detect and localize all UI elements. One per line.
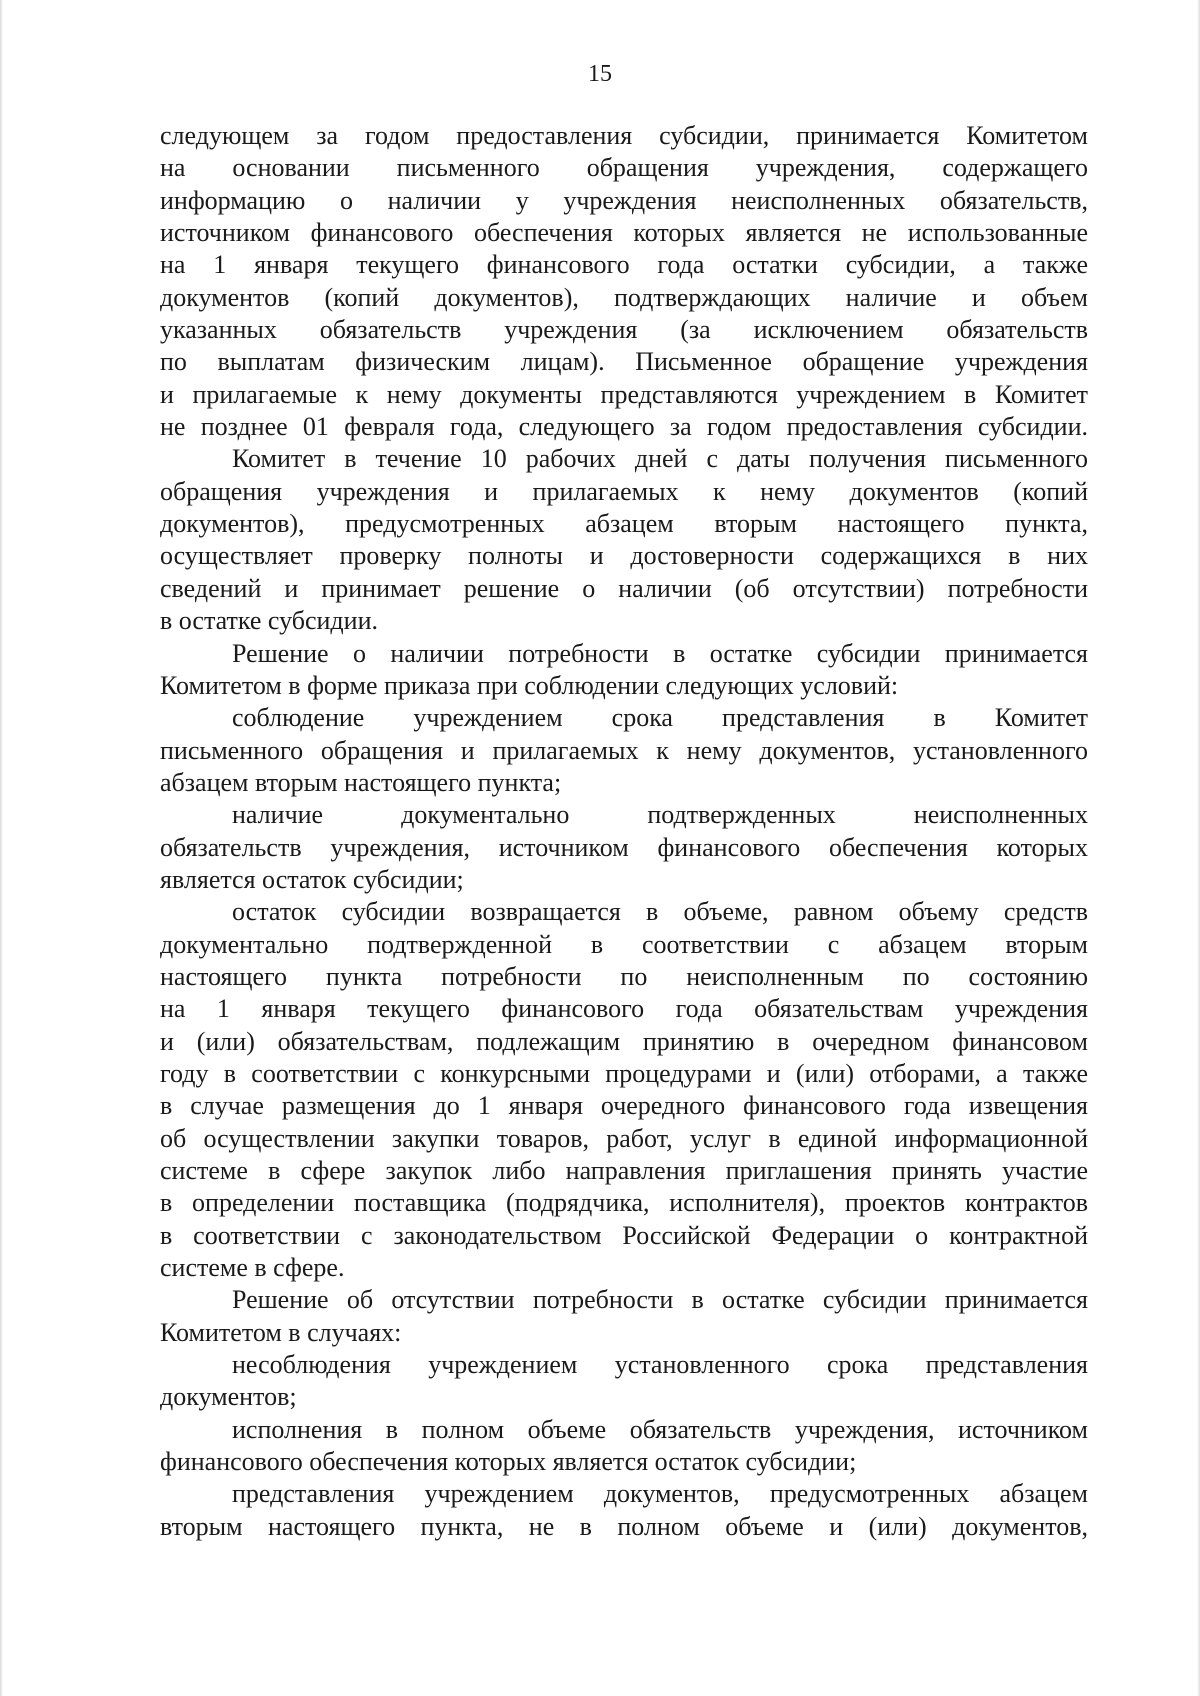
body-line: представления учреждением документов, предусмотренных абзацем (232, 1479, 1088, 1509)
body-line: об осуществлении закупки товаров, работ, услуг в единой информационной (160, 1123, 1088, 1153)
body-line: году в соответствии с конкурсными процедурами и (или) отборами, а также (160, 1058, 1088, 1088)
body-line: информацию о наличии у учреждения неисполненных обязательств, (160, 185, 1088, 215)
scan-edge-left (0, 0, 3, 1696)
body-line: настоящего пункта потребности по неисполненным по состоянию (160, 961, 1088, 991)
body-line: источником финансового обеспечения которых является не использованные (160, 218, 1088, 248)
body-line: Комитетом в случаях: (160, 1317, 402, 1347)
body-line: системе в сфере. (160, 1253, 345, 1283)
body-line: Решение о наличии потребности в остатке субсидии принимается (232, 638, 1088, 668)
body-line: по выплатам физическим лицам). Письменное обращение учреждения (160, 347, 1088, 377)
body-line: на основании письменного обращения учреждения, содержащего (160, 153, 1088, 183)
body-line: Решение об отсутствии потребности в остатке субсидии принимается (232, 1285, 1088, 1315)
body-line: письменного обращения и прилагаемых к нему документов, установленного (160, 735, 1088, 765)
body-line: на 1 января текущего финансового года остатки субсидии, а также (160, 250, 1088, 280)
body-line: в соответствии с законодательством Российской Федерации о контрактной (160, 1220, 1088, 1250)
body-line: остаток субсидии возвращается в объеме, равном объему средств (232, 897, 1088, 927)
body-line: является остаток субсидии; (160, 864, 464, 894)
body-line: на 1 января текущего финансового года обязательствам учреждения (160, 994, 1088, 1024)
body-line: сведений и принимает решение о наличии (об отсутствии) потребности (160, 573, 1088, 603)
body-line: документов; (160, 1382, 297, 1412)
body-line: документально подтвержденной в соответствии с абзацем вторым (160, 929, 1088, 959)
body-line: документов (копий документов), подтверждающих наличие и объем (160, 282, 1088, 312)
body-line: не позднее 01 февраля года, следующего за годом предоставления субсидии. (160, 412, 1088, 442)
body-line: обязательств учреждения, источником финансового обеспечения которых (160, 832, 1088, 862)
body-line: документов), предусмотренных абзацем вторым настоящего пункта, (160, 509, 1088, 539)
body-line: несоблюдения учреждением установленного срока представления (232, 1350, 1088, 1380)
body-line: в остатке субсидии. (160, 606, 378, 636)
body-line: Комитетом в форме приказа при соблюдении следующих условий: (160, 670, 899, 700)
body-line: указанных обязательств учреждения (за исключением обязательств (160, 315, 1088, 345)
body-line: соблюдение учреждением срока представления в Комитет (232, 703, 1088, 733)
body-line: исполнения в полном объеме обязательств учреждения, источником (232, 1414, 1088, 1444)
body-line: финансового обеспечения которых является остаток субсидии; (160, 1447, 857, 1477)
body-line: и прилагаемые к нему документы представляются учреждением в Комитет (160, 379, 1088, 409)
body-line: следующем за годом предоставления субсидии, принимается Комитетом (160, 121, 1088, 150)
page-number: 15 (588, 61, 612, 87)
body-line: осуществляет проверку полноты и достоверности содержащихся в них (160, 541, 1088, 571)
body-line: абзацем вторым настоящего пункта; (160, 767, 562, 797)
document-body (160, 120, 1088, 1543)
body-line: вторым настоящего пункта, не в полном объеме и (или) документов, (160, 1511, 1088, 1541)
body-line: Комитет в течение 10 рабочих дней с даты получения письменного (232, 444, 1088, 474)
body-line: системе в сфере закупок либо направления приглашения принять участие (160, 1156, 1088, 1185)
body-line: наличие документально подтвержденных неисполненных (232, 800, 1088, 830)
body-line: в случае размещения до 1 января очередного финансового года извещения (160, 1091, 1088, 1121)
body-line: и (или) обязательствам, подлежащим принятию в очередном финансовом (160, 1026, 1088, 1056)
body-line: обращения учреждения и прилагаемых к нему документов (копий (160, 476, 1088, 506)
body-line: в определении поставщика (подрядчика, исполнителя), проектов контрактов (160, 1188, 1088, 1218)
